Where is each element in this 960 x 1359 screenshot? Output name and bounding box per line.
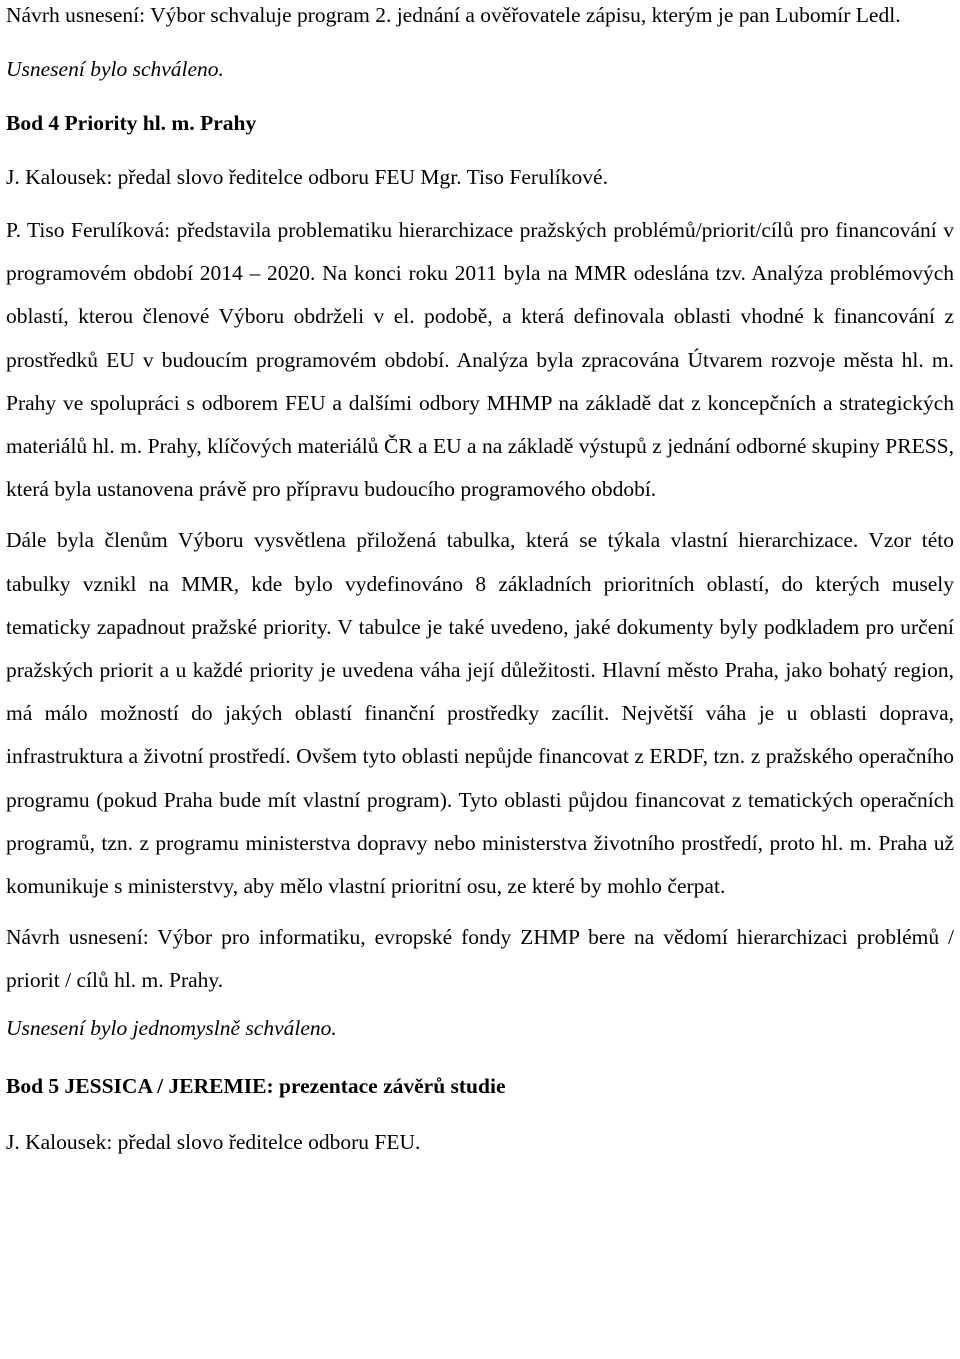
resolution-proposal-agenda: Návrh usnesení: Výbor schvaluje program 2. jednání a ověřovatele zápisu, kterým je pan Lubomír Ledl. [6,3,901,27]
kalousek-handover-2: J. Kalousek: předal slovo ředitelce odboru FEU. [6,1129,421,1154]
resolution-approved-note: Usnesení bylo schváleno. [6,57,224,81]
resolution-unanimously-approved-note: Usnesení bylo jednomyslně schváleno. [6,1015,337,1040]
resolution-proposal-hierarchization: Návrh usnesení: Výbor pro informatiku, evropské fondy ZHMP bere na vědomí hierarchizaci problémů / priorit / cílů hl. m. Prahy. [6,925,954,993]
hierarchization-table-explanation: Dále byla členům Výboru vysvětlena přiložená tabulka, která se týkala vlastní hierarchizace. Vzor této tabulky vznikl na MMR, kde bylo vydefinováno 8 základních prioritních oblastí, do kterých musely tematicky zapadnout pražské priority. V tabulce je také uvedeno, jaké dokumenty byly podkladem pro určení pražských priorit a u každé priority je uvedena váha její důležitosti. Hlavní město Praha, jako bohatý region, má málo možností do jakých oblastí finanční prostředky zacílit. Největší váha je u oblasti doprava, infrastruktura a životní prostředí. Ovšem tyto oblasti nepůjde financovat z ERDF, tzn. z pražského operačního programu (pokud Praha bude mít vlastní program). Tyto oblasti půjdou financovat z tematických operačních programů, tzn. z programu ministerstva dopravy nebo ministerstva životního prostředí, proto hl. m. Praha už komunikuje s ministerstvy, aby mělo vlastní prioritní osu, ze které by mohlo čerpat. [6,528,954,899]
agenda-item-4-heading: Bod 4 Priority hl. m. Prahy [6,111,257,135]
agenda-item-5-heading: Bod 5 JESSICA / JEREMIE: prezentace závěrů studie [6,1073,506,1098]
kalousek-handover-1: J. Kalousek: předal slovo ředitelce odboru FEU Mgr. Tiso Ferulíkové. [6,165,608,189]
ferulikova-presentation: P. Tiso Ferulíková: představila problematiku hierarchizace pražských problémů/priorit/cílů pro financování v programovém období 2014 – 2020. Na konci roku 2011 byla na MMR odeslána tzv. Analýza problémových oblastí, kterou členové Výboru obdrželi v el. podobě, a která definovala oblasti vhodné k financování z prostředků EU v budoucím programovém období. Analýza byla zpracována Útvarem rozvoje města hl. m. Prahy ve spolupráci s odborem FEU a dalšími odbory MHMP na základě dat z koncepčních a strategických materiálů hl. m. Prahy, klíčových materiálů ČR a EU a na základě výstupů z jednání odborné skupiny PRESS, která byla ustanovena právě pro přípravu budoucího programového období. [6,218,954,502]
